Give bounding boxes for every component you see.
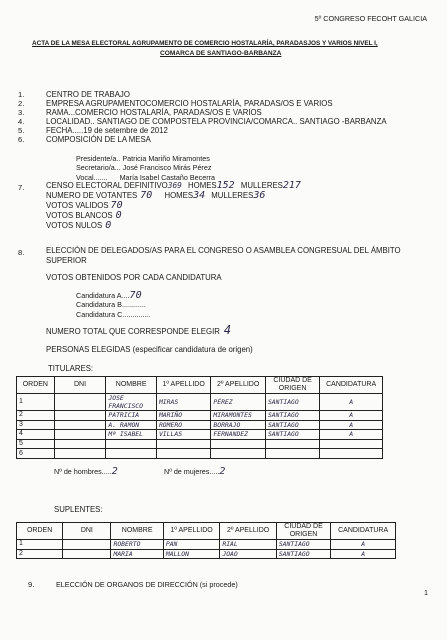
censo-mulleres-label: MULLERES — [240, 181, 283, 190]
table-row — [17, 449, 383, 459]
cell-nombre: JOSE FRANCISCO — [106, 394, 157, 411]
col-nombre: NOMBRE — [106, 377, 157, 394]
cell-ciudad: SANTIAGO — [265, 411, 319, 421]
item-number: 1. — [18, 90, 25, 99]
presidente-label: Presidente/a.. — [76, 154, 121, 163]
item-8-text-line2: SUPERIOR — [46, 256, 87, 265]
cell-orden: 1 — [17, 540, 63, 550]
numero-total-label: NUMERO TOTAL QUE CORRESPONDE ELEGIR — [46, 327, 220, 336]
cell-ap1 — [156, 439, 210, 449]
table-row — [17, 411, 383, 421]
suplentes-table — [16, 522, 396, 559]
cell-cand — [320, 449, 383, 459]
cell-nombre: MARIA — [111, 549, 163, 559]
personas-elegidas: PERSONAS ELEGIDAS (especificar candidatura de origen) — [46, 345, 253, 354]
presidente-row — [76, 154, 210, 163]
cell-ap2 — [211, 449, 266, 459]
votantes-homes-label: HOMES — [164, 191, 194, 200]
cell-ap1: VILLAS — [156, 430, 210, 440]
col-orden: ORDEN — [17, 377, 55, 394]
n-hombres-label: Nº de hombres..... — [54, 467, 112, 476]
numero-total-value: 4 — [223, 323, 232, 337]
blancos-label: VOTOS BLANCOS — [46, 211, 113, 220]
sup-col-apellido2: 2º APELLIDO — [220, 523, 276, 540]
cell-dni — [54, 394, 106, 411]
cell-ciudad — [265, 449, 319, 459]
cell-ciudad: SANTIAGO — [276, 549, 330, 559]
votantes-mulleres-label: MULLERES — [211, 191, 254, 200]
secretario-row — [76, 163, 211, 172]
presidente-name: Patricia Mariño Miramontes — [122, 154, 210, 163]
titulares-header-row — [17, 377, 383, 394]
cell-ap1: ROMERO — [156, 420, 210, 430]
table-row — [17, 420, 383, 430]
cell-nombre — [106, 449, 157, 459]
cell-cand: A — [320, 394, 383, 411]
titulares-label: TITULARES: — [48, 364, 94, 373]
cell-ap1 — [156, 449, 210, 459]
item-number: 5. — [18, 126, 25, 135]
secretario-name: José Francisco Mirás Pérez — [122, 163, 212, 172]
censo-homes: 152 — [216, 180, 235, 191]
sup-col-nombre: NOMBRE — [111, 523, 163, 540]
document-title-line2: COMARCA DE SANTIAGO-BARBANZA — [160, 50, 282, 57]
cell-ap2: BORRAJO — [211, 420, 266, 430]
blancos-value: 0 — [115, 210, 122, 221]
cell-dni — [54, 411, 106, 421]
sup-col-apellido1: 1º APELLIDO — [163, 523, 219, 540]
item-text: FECHA.....19 de setembre de 2012 — [46, 126, 168, 135]
cell-ap2: MIRAMONTES — [211, 411, 266, 421]
votantes-label: NUMERO DE VOTANTES — [46, 191, 138, 200]
item-text: EMPRESA AGRUPAMENTOCOMERCIO HOSTALARÍA, PARADAS/OS E VARIOS — [46, 99, 333, 108]
numero-total-row — [46, 323, 231, 337]
cell-nombre: A. RAMON — [106, 420, 157, 430]
cell-ciudad — [265, 439, 319, 449]
table-row — [17, 430, 383, 440]
item-9-text: ELECCIÓN DE ORGANOS DE DIRECCIÓN (si procede) — [56, 580, 238, 589]
cell-cand: A — [331, 549, 396, 559]
censo-total: 369 — [167, 181, 182, 190]
cell-orden: 5 — [17, 439, 55, 449]
cell-ciudad: SANTIAGO — [276, 540, 330, 550]
votantes-mulleres: 36 — [253, 190, 266, 201]
table-row — [17, 439, 383, 449]
item-7-number: 7. — [18, 183, 25, 192]
item-8-text-line1: ELECCIÓN DE DELEGADOS/AS PARA EL CONGRESO O ASAMBLEA CONGRESUAL DEL ÁMBITO — [46, 246, 401, 255]
cell-ap2: RIAL — [220, 540, 276, 550]
item-text: LOCALIDAD.. SANTIAGO DE COMPOSTELA PROVINCIA/COMARCA.. SANTIAGO -BARBANZA — [46, 117, 387, 126]
candidatura-c-label: Candidatura C.............. — [76, 310, 151, 319]
sup-col-candidatura: CANDIDATURA — [331, 523, 396, 540]
secretario-label: Secretario/a... — [76, 163, 121, 172]
n-mujeres-row — [164, 466, 225, 477]
item-9-number: 9. — [28, 580, 35, 589]
candidatura-b-label: Candidatura B............ — [76, 300, 146, 309]
cell-ciudad: SANTIAGO — [265, 420, 319, 430]
vocal-label: Vocal....... — [76, 173, 108, 182]
cell-dni — [54, 420, 106, 430]
item-number: 2. — [18, 99, 25, 108]
candidatura-a-votes: 70 — [129, 290, 142, 301]
cell-dni — [54, 449, 106, 459]
sup-col-ciudad: CIUDAD DE ORIGEN — [276, 523, 330, 540]
cell-cand: A — [331, 540, 396, 550]
cell-cand: A — [320, 411, 383, 421]
cell-nombre: ROBERTO — [111, 540, 163, 550]
n-mujeres-value: 2 — [219, 466, 226, 477]
cell-orden: 4 — [17, 430, 55, 440]
table-row — [17, 549, 396, 559]
congress-label: 5º CONGRESO FECOHT GALICIA — [314, 14, 427, 23]
cell-ap2: JOAO — [220, 549, 276, 559]
suplentes-label: SUPLENTES: — [54, 505, 103, 514]
n-mujeres-label: Nº de mujeres..... — [164, 467, 220, 476]
censo-homes-label: HOMES — [188, 181, 217, 190]
cell-cand: A — [320, 430, 383, 440]
col-apellido1: 1º APELLIDO — [156, 377, 210, 394]
item-text: COMPOSICIÓN DE LA MESA — [46, 135, 151, 144]
item-number: 4. — [18, 117, 25, 126]
document-title-line1: ACTA DE LA MESA ELECTORAL AGRUPAMENTO DE COMERCIO HOSTALARÍA, PARADASJOS Y VARIOS NIVEL I, — [32, 40, 378, 47]
table-row — [17, 540, 396, 550]
cell-dni — [63, 549, 111, 559]
cell-ciudad: SANTIAGO — [265, 430, 319, 440]
vocal-name: María Isabel Castaño Becerra — [119, 173, 216, 182]
n-hombres-value: 2 — [111, 466, 118, 477]
votantes-total: 70 — [140, 190, 153, 201]
cell-ap1: PAN — [163, 540, 219, 550]
validos-label: VOTOS VALIDOS — [46, 201, 109, 210]
cell-orden: 3 — [17, 420, 55, 430]
item-number: 6. — [18, 135, 25, 144]
cell-orden: 6 — [17, 449, 55, 459]
cell-ap2: PÉREZ — [211, 394, 266, 411]
cell-orden: 2 — [17, 549, 63, 559]
nulos-row — [46, 220, 111, 231]
titulares-body — [17, 394, 383, 459]
cell-nombre: Mª ISABEL — [106, 430, 157, 440]
censo-mulleres: 217 — [282, 180, 301, 191]
col-dni: DNI — [54, 377, 106, 394]
n-hombres-row — [54, 466, 118, 477]
col-apellido2: 2º APELLIDO — [211, 377, 266, 394]
sup-col-dni: DNI — [63, 523, 111, 540]
col-ciudad: CIUDAD DE ORIGEN — [265, 377, 319, 394]
item-text: RAMA...COMERCIO HOSTALARÍA, PARADAS/OS E VARIOS — [46, 108, 262, 117]
item-8-number: 8. — [18, 248, 25, 257]
cell-ap2: FERNANDEZ — [211, 430, 266, 440]
votos-obtenidos-heading: VOTOS OBTENIDOS POR CADA CANDIDATURA — [46, 273, 222, 282]
col-candidatura: CANDIDATURA — [320, 377, 383, 394]
cell-nombre: PATRICIA — [106, 411, 157, 421]
cell-cand: A — [320, 420, 383, 430]
sup-col-orden: ORDEN — [17, 523, 63, 540]
titulares-table — [16, 376, 383, 459]
cell-orden: 2 — [17, 411, 55, 421]
cell-ap1: MALLON — [163, 549, 219, 559]
cell-ap2 — [211, 439, 266, 449]
cell-dni — [54, 439, 106, 449]
nulos-label: VOTOS NULOS — [46, 221, 103, 230]
validos-value: 70 — [110, 200, 123, 211]
candidatura-a-label: Candidatura A.... — [76, 291, 130, 300]
censo-label: CENSO ELECTORAL DEFINITIVO — [46, 181, 168, 190]
suplentes-header-row — [17, 523, 396, 540]
nulos-value: 0 — [105, 220, 112, 231]
cell-orden: 1 — [17, 394, 55, 411]
cell-dni — [54, 430, 106, 440]
cell-dni — [63, 540, 111, 550]
suplentes-body — [17, 540, 396, 559]
cell-cand — [320, 439, 383, 449]
cell-ciudad: SANTIAGO — [265, 394, 319, 411]
item-number: 3. — [18, 108, 25, 117]
page-number: 1 — [424, 588, 428, 597]
votantes-homes: 34 — [193, 190, 206, 201]
item-text: CENTRO DE TRABAJO — [46, 90, 130, 99]
cell-nombre — [106, 439, 157, 449]
cell-ap1: MIRAS — [156, 394, 210, 411]
table-row — [17, 394, 383, 411]
cell-ap1: MARIÑO — [156, 411, 210, 421]
